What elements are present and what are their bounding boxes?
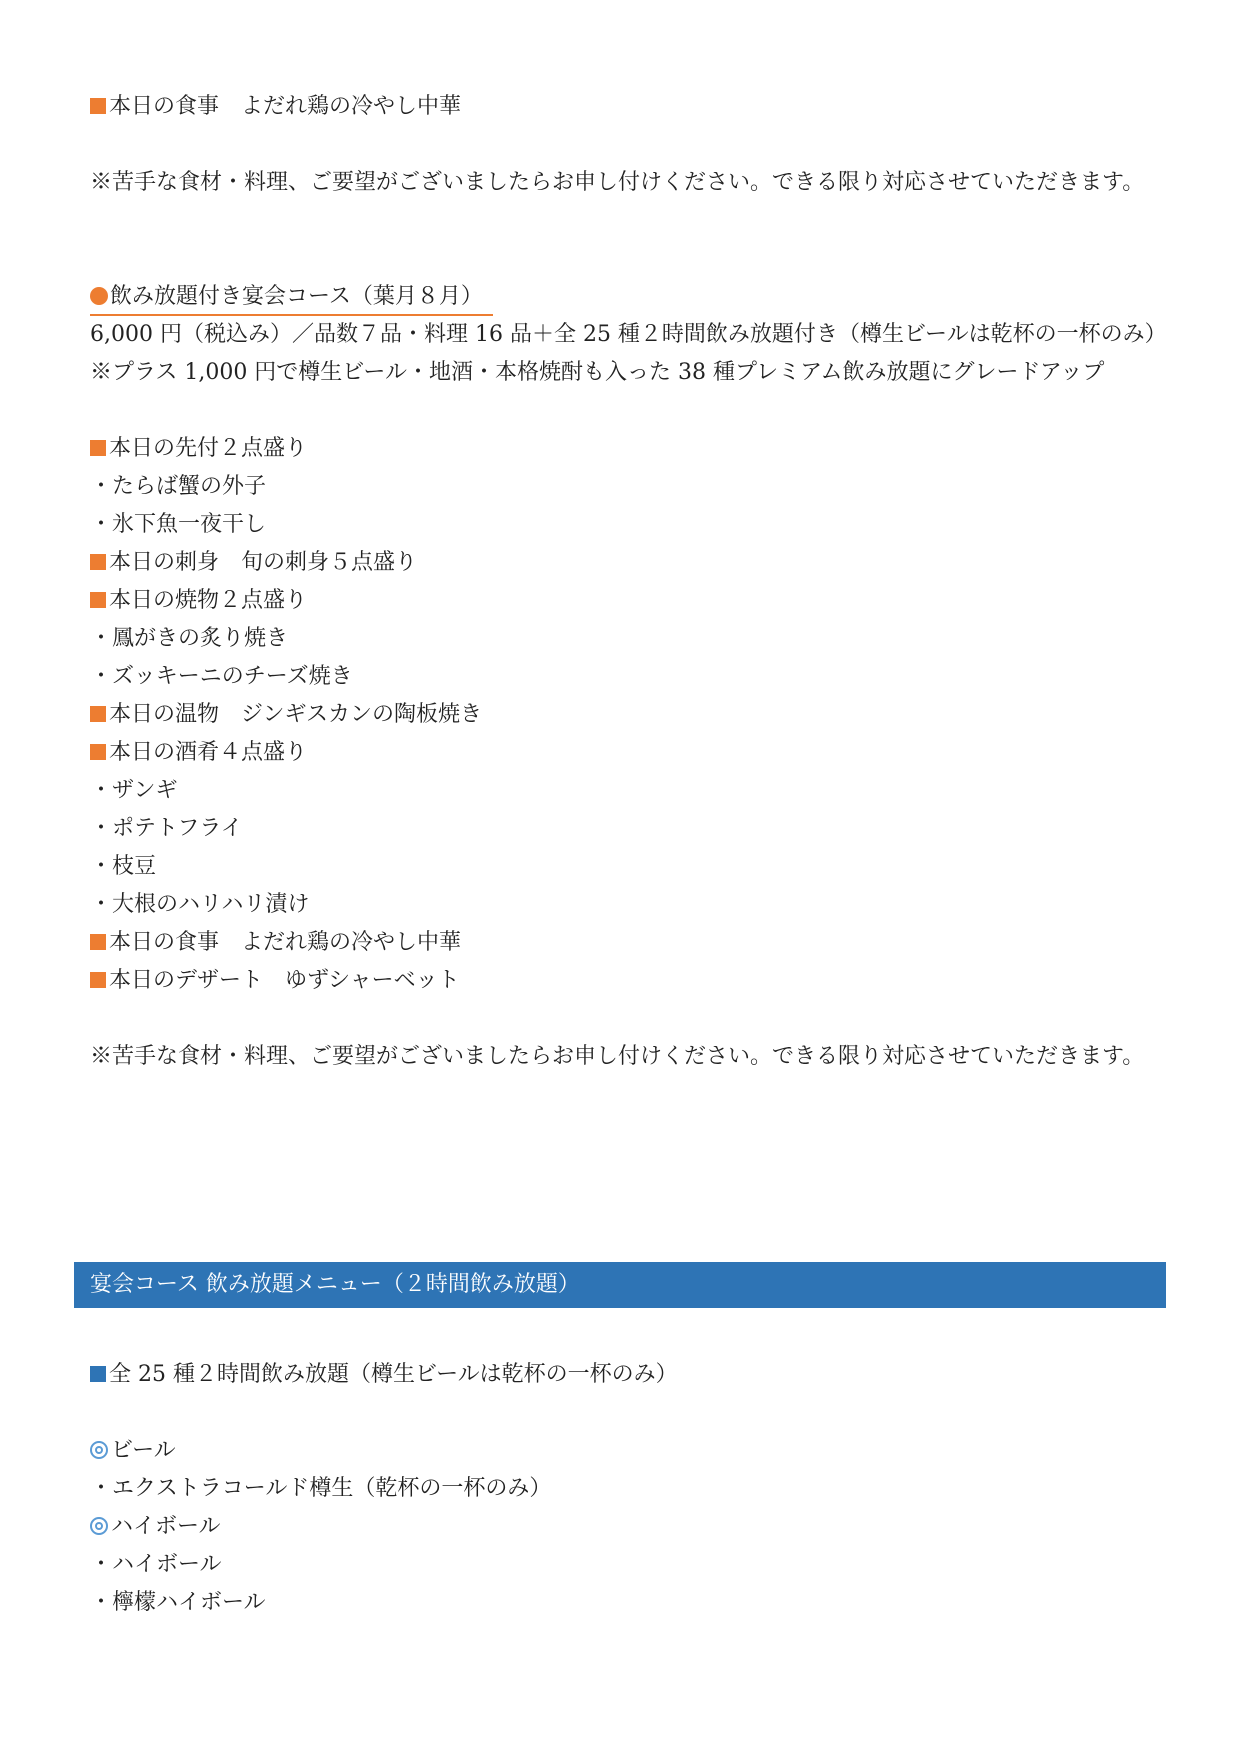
menu-text: 鳳がきの炙り焼き	[112, 626, 289, 651]
bullet-mark: ・	[90, 512, 113, 537]
orange-square-icon	[90, 440, 106, 456]
bullet-mark: ・	[90, 778, 113, 803]
course-title	[90, 280, 493, 316]
bullet-mark: ・	[90, 854, 113, 879]
menu-text: 本日の先付２点盛り	[109, 436, 308, 461]
bullet-mark: ・	[90, 626, 113, 651]
menu-item	[90, 772, 1160, 810]
bullet-mark: ・	[90, 664, 113, 689]
menu-text: たらば蟹の外子	[112, 474, 267, 499]
menu-item	[90, 658, 1160, 696]
menu-text: ポテトフライ	[112, 816, 243, 841]
menu-item	[90, 886, 1160, 924]
drink-item-name: エクストラコールド樽生（乾杯の一杯のみ）	[112, 1476, 552, 1501]
orange-square-icon	[90, 972, 106, 988]
orange-dot-icon	[90, 287, 108, 305]
course-menu-list	[90, 430, 1160, 1000]
bullet-mark: ・	[90, 1552, 113, 1577]
drink-item-name: ハイボール	[112, 1552, 222, 1577]
drink-category	[90, 1432, 1160, 1470]
drinks-plan-title: 全 25 種２時間飲み放題（樽生ビールは乾杯の一杯のみ）	[109, 1362, 678, 1387]
menu-text: ズッキーニのチーズ焼き	[112, 664, 353, 689]
menu-text: 本日のデザート ゆずシャーベット	[109, 968, 460, 993]
bullet-mark: ・	[90, 1590, 113, 1615]
bullet-mark: ・	[90, 816, 113, 841]
bullet-mark: ・	[90, 474, 113, 499]
blue-square-icon	[90, 1366, 106, 1382]
drinks-banner: 宴会コース 飲み放題メニュー（２時間飲み放題）	[74, 1262, 1166, 1308]
orange-square-icon	[90, 744, 106, 760]
course-price-line: 6,000 円（税込み）／品数７品・料理 16 品＋全 25 種２時間飲み放題付き（樽生ビールは乾杯の一杯のみ）	[90, 322, 1167, 347]
course-title-text: 飲み放題付き宴会コース（葉月８月）	[110, 284, 483, 309]
bullet-mark: ・	[90, 1476, 113, 1501]
menu-text: 本日の食事 よだれ鶏の冷やし中華	[109, 930, 462, 955]
menu-section-header	[90, 696, 1160, 734]
drink-category-name: ビール	[111, 1438, 176, 1463]
menu-text: 枝豆	[112, 854, 157, 879]
menu-text: 本日の焼物２点盛り	[109, 588, 308, 613]
course-title-line	[90, 278, 1160, 316]
orange-square-icon	[90, 592, 106, 608]
course-upgrade-line: ※プラス 1,000 円で樽生ビール・地酒・本格焼酎も入った 38 種プレミアム飲み放題にグレードアップ	[90, 360, 1105, 385]
top-meal-line	[90, 88, 1160, 126]
top-note: ※苦手な食材・料理、ご要望がございましたらお申し付けください。できる限り対応させていただきます。	[90, 170, 1145, 195]
menu-text: ザンギ	[112, 778, 178, 803]
orange-square-icon	[90, 934, 106, 950]
drink-category-name: ハイボール	[111, 1514, 221, 1539]
orange-square-icon	[90, 98, 106, 114]
menu-section-header	[90, 924, 1160, 962]
menu-item	[90, 506, 1160, 544]
bullet-mark: ・	[90, 892, 113, 917]
drink-item	[90, 1584, 1160, 1622]
menu-section-header	[90, 544, 1160, 582]
drink-item	[90, 1546, 1160, 1584]
menu-item	[90, 468, 1160, 506]
menu-item	[90, 810, 1160, 848]
top-meal-text: 本日の食事 よだれ鶏の冷やし中華	[109, 94, 462, 119]
double-circle-icon	[90, 1441, 108, 1459]
menu-text: 本日の酒肴４点盛り	[109, 740, 308, 765]
menu-item	[90, 620, 1160, 658]
double-circle-icon	[90, 1517, 108, 1535]
drink-item-name: 檸檬ハイボール	[112, 1590, 266, 1615]
menu-item	[90, 848, 1160, 886]
menu-section-header	[90, 582, 1160, 620]
menu-section-header	[90, 962, 1160, 1000]
orange-square-icon	[90, 554, 106, 570]
drinks-list	[90, 1432, 1160, 1622]
course-note: ※苦手な食材・料理、ご要望がございましたらお申し付けください。できる限り対応させていただきます。	[90, 1044, 1145, 1069]
orange-square-icon	[90, 706, 106, 722]
menu-text: 氷下魚一夜干し	[112, 512, 267, 537]
drinks-content	[90, 1356, 1160, 1622]
menu-text: 大根のハリハリ漬け	[112, 892, 310, 917]
menu-section-header	[90, 734, 1160, 772]
menu-text: 本日の温物 ジンギスカンの陶板焼き	[109, 702, 483, 727]
drink-category	[90, 1508, 1160, 1546]
drink-item	[90, 1470, 1160, 1508]
drinks-plan-title-line	[90, 1356, 1160, 1394]
menu-section-header	[90, 430, 1160, 468]
menu-text: 本日の刺身 旬の刺身５点盛り	[109, 550, 418, 575]
course-content	[90, 88, 1167, 1076]
